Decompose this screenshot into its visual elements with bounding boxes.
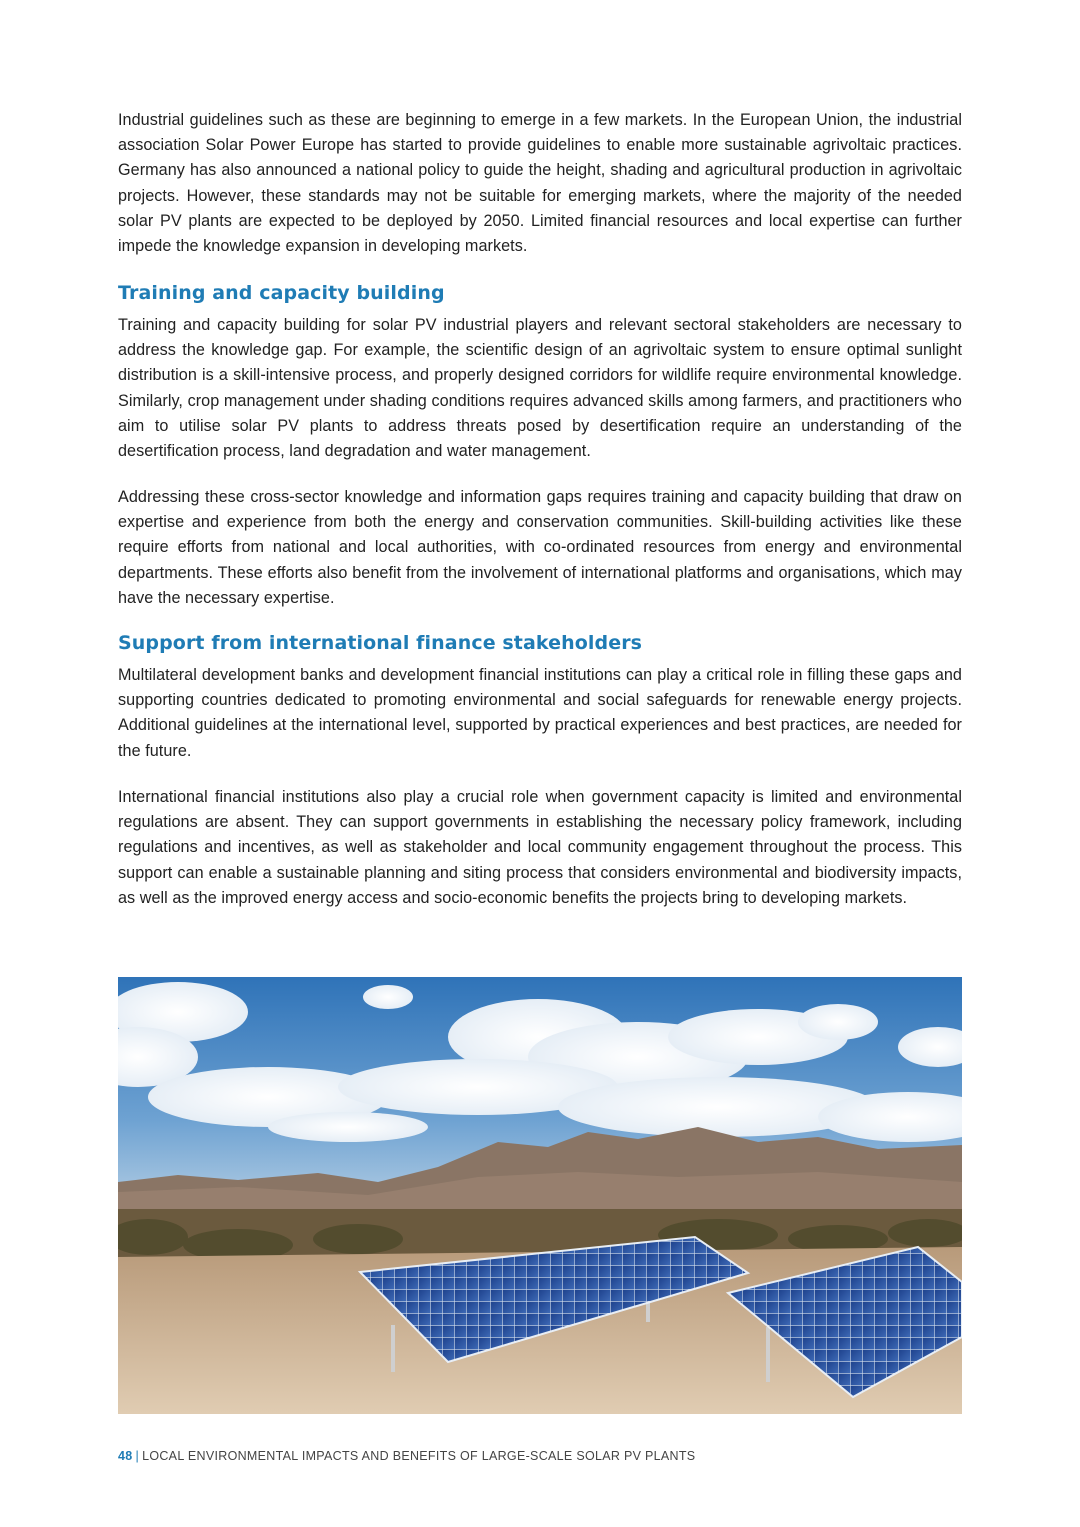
desert-solar-illustration [118, 977, 962, 1414]
page-footer [118, 1449, 695, 1463]
paragraph-finance-1: Multilateral development banks and development financial institutions can play a critical role in filling these gaps and supporting countries dedicated to promoting environmental and social safeguards for renewable energy projects. Additional guidelines at the international level, supported by practical experiences and best practices, are needed for the future. [118, 666, 962, 760]
paragraph-training-2: Addressing these cross-sector knowledge and information gaps requires training and capacity building that draw on expertise and experience from both the energy and conservation communities. Skill-building activities like these require efforts from national and local authorities, with co-ordinated resources from energy and environmental departments. These efforts also benefit from the involvement of international platforms and organisations, which may have the necessary expertise. [118, 488, 962, 607]
solar-panels-photo [118, 977, 962, 1414]
footer-separator: | [135, 1449, 140, 1463]
heading-training: Training and capacity building [118, 282, 445, 304]
paragraph-finance-2: International financial institutions also play a crucial role when government capacity is limited and environmental regulations are absent. They can support governments in establishing the necessary policy framework, including regulations and incentives, as well as stakeholder and local community engagement throughout the process. This support can enable a sustainable planning and siting process that considers environmental and biodiversity impacts, as well as the improved energy access and socio-economic benefits the projects bring to developing markets. [118, 788, 962, 907]
page-number: 48 [118, 1449, 133, 1463]
paragraph-intro: Industrial guidelines such as these are beginning to emerge in a few markets. In the European Union, the industrial association Solar Power Europe has started to provide guidelines to enable more sustainable agrivoltaic practices. Germany has also announced a national policy to guide the height, shading and agricultural production in agrivoltaic projects. However, these standards may not be suitable for emerging markets, where the majority of the needed solar PV plants are expected to be deployed by 2050. Limited financial resources and local expertise can further impede the knowledge expansion in developing markets. [118, 111, 962, 256]
paragraph-training-1: Training and capacity building for solar PV industrial players and relevant sectoral stakeholders are necessary to address the knowledge gap. For example, the scientific design of an agrivoltaic system to ensure optimal sunlight distribution is a skill-intensive process, and properly designed corridors for wildlife require environmental knowledge. Similarly, crop management under shading conditions requires advanced skills among farmers, and practitioners who aim to utilise solar PV plants to address threats posed by desertification require an understanding of the desertification process, land degradation and water management. [118, 316, 962, 461]
footer-title: LOCAL ENVIRONMENTAL IMPACTS AND BENEFITS OF LARGE-SCALE SOLAR PV PLANTS [142, 1449, 696, 1463]
heading-finance: Support from international finance stakeholders [118, 632, 643, 654]
